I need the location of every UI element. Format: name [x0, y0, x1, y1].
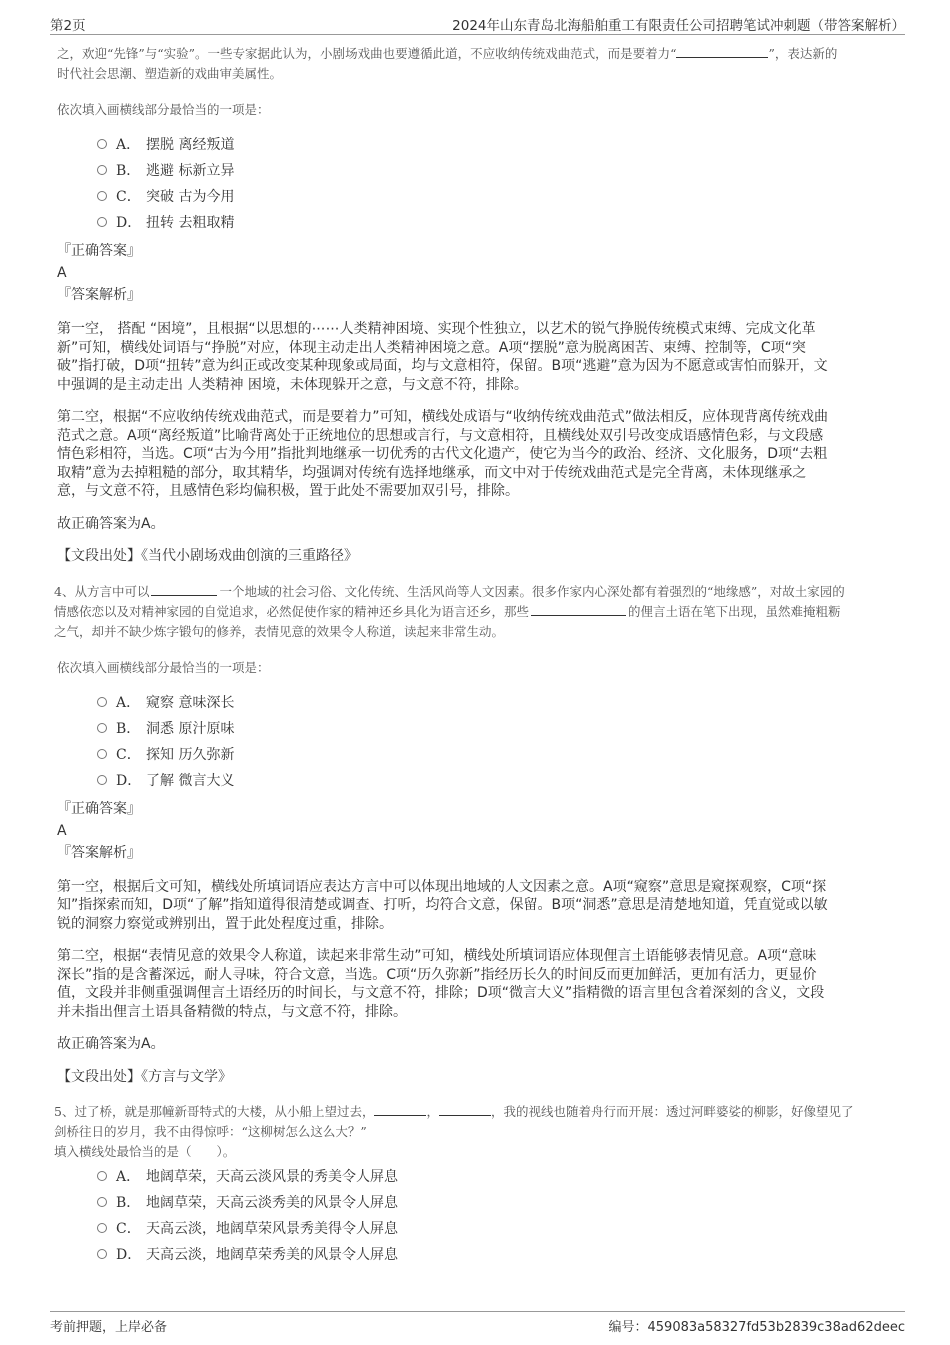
page-footer [50, 1311, 905, 1336]
q5-options [97, 1164, 895, 1268]
q3-answer-label: 『正确答案』 [57, 243, 141, 259]
q4-option-d[interactable]: D． 了解 微言大义 [97, 768, 895, 794]
q5-option-b[interactable]: B． 地阔草荣，天高云淡秀美的风景令人屏息 [97, 1190, 895, 1216]
radio-icon[interactable] [97, 749, 107, 759]
blank [439, 1103, 491, 1116]
page-header [50, 12, 905, 35]
q4-stem: 4、从方言中可以 一个地域的社会习俗、文化传统、生活风尚等人文因素。很多作家内心深处都有着强烈的“地缘感”，对故土家园的 情感依恋以及对精神家园的自觉追求，必然促使作家的精神还乡具化为语言还乡，那些 的俚言土语在笔下出现，虽然难掩粗粝 之气，却并不缺少炼字锻句的修养，表情见意的效果令人称道，读起来非常生动。 [54, 583, 845, 639]
q3-analysis-p1: 第一空， 搭配 “困境”，且根据“以思想的⋯⋯人类精神困境、实现个性独立，以艺术的锐气挣脱传统模式束缚、完成文化革 新”可知，横线处词语与“挣脱”对应，体现主动走出人类精神困境之意。A项“摆脱”意为脱离困苦、束缚、控制等，C项“突 破”指打破，D项“扭转”意为纠正或改变某种现象或局面，均与文意相符，保留。B项“逃避”意为因为不愿意或害怕而躲开，文 中强调的是主动走出 人类精神 困境，未体现躲开之意，与文意不符，排除。 [57, 321, 828, 393]
q3-analysis-label: 『答案解析』 [57, 287, 141, 303]
q4-option-c[interactable]: C． 探知 历久弥新 [97, 742, 895, 768]
q3-options [97, 132, 895, 236]
q3-option-b[interactable]: B． 逃避 标新立异 [97, 158, 895, 184]
blank [151, 583, 217, 596]
q5-option-a[interactable]: A． 地阔草荣，天高云淡风景的秀美令人屏息 [97, 1164, 895, 1190]
blank [676, 45, 768, 58]
q5-stem: 5、过了桥，就是那幢新哥特式的大楼，从小船上望过去， ， ，我的视线也随着舟行而开展：透过河畔婆娑的柳影，好像望见了 剑桥往日的岁月，我不由得惊呼：“这柳树怎么这么大？” 填入横线处最恰当的是（ ）。 [54, 1102, 895, 1162]
q4-answer: A [57, 822, 67, 839]
q3-stem-line2: 时代社会思潮、塑造新的戏曲审美属性。 [57, 66, 283, 81]
q5-option-d[interactable]: D． 天高云淡，地阔草荣秀美的风景令人屏息 [97, 1242, 895, 1268]
radio-icon[interactable] [97, 217, 107, 227]
q4-option-b[interactable]: B． 洞悉 原汁原味 [97, 716, 895, 742]
radio-icon[interactable] [97, 1171, 107, 1181]
radio-icon[interactable] [97, 191, 107, 201]
blank [531, 603, 626, 616]
q3-instruction: 依次填入画横线部分最恰当的一项是： [57, 102, 270, 117]
q3-option-a[interactable]: A． 摆脱 离经叛道 [97, 132, 895, 158]
q4-analysis-label: 『答案解析』 [57, 844, 141, 861]
document-id: 编号：459083a58327fd53b2839c38ad62deec [608, 1320, 905, 1335]
radio-icon[interactable] [97, 1223, 107, 1233]
q4-source: 【文段出处】《方言与文学》 [57, 1068, 232, 1085]
q5-instruction: 填入横线处最恰当的是（ ）。 [54, 1144, 236, 1159]
q4-options [97, 690, 895, 794]
q4-option-a[interactable]: A． 窥察 意味深长 [97, 690, 895, 716]
q4-analysis-p1: 第一空，根据后文可知，横线处所填词语应表达方言中可以体现出地域的人文因素之意。A项“窥察”意思是窥探观察，C项“探 知”指探索而知，D项“了解”指知道得很清楚或调查、打听，均符合文意，保留。B项“洞悉”意思是清楚地知道，凭直觉或以敏 锐的洞察力察觉或辨别出，置于此处程度过重，排除。 [57, 878, 828, 932]
q3-option-d[interactable]: D． 扭转 去粗取精 [97, 210, 895, 236]
q3-analysis-p2: 第二空，根据“不应收纳传统戏曲范式，而是要着力”可知，横线处成语与“收纳传统戏曲范式”做法相反，应体现背离传统戏曲 范式之意。A项“离经叛道”比喻背离处于正统地位的思想或言行，与文意相符，且横线处双引号改变成语感情色彩，与文段感 情色彩相符，当选。C项“古为今用”指批判地继承一切优秀的古代文化遗产，使它为当今的政治、经济、文化服务，D项“去粗 取精”意为去掉粗糙的部分，取其精华，均强调对传统有选择地继承，而文中对于传统戏曲范式是完全背离，未体现继承之 意，与文意不符，且感情色彩均偏积极，置于此处不需要加双引号，排除。 [57, 409, 829, 499]
q4-answer-label: 『正确答案』 [57, 800, 141, 817]
q3-source: 【文段出处】《当代小剧场戏曲创演的三重路径》 [57, 548, 358, 564]
q3-option-c[interactable]: C． 突破 古为今用 [97, 184, 895, 210]
q5-option-c[interactable]: C． 天高云淡，地阔草荣风景秀美得令人屏息 [97, 1216, 895, 1242]
document-body [54, 44, 895, 1268]
q3-stem [57, 44, 895, 84]
radio-icon[interactable] [97, 775, 107, 785]
page-number: 第2页 [50, 18, 86, 34]
q3-answer: A [57, 265, 67, 281]
footer-slogan: 考前押题，上岸必备 [50, 1320, 168, 1335]
radio-icon[interactable] [97, 139, 107, 149]
radio-icon[interactable] [97, 723, 107, 733]
radio-icon[interactable] [97, 697, 107, 707]
radio-icon[interactable] [97, 1249, 107, 1259]
q4-conclusion: 故正确答案为A。 [57, 1036, 165, 1052]
q4-instruction: 依次填入画横线部分最恰当的一项是： [57, 659, 270, 675]
blank [374, 1103, 426, 1116]
document-title: 2024年山东青岛北海船舶重工有限责任公司招聘笔试冲刺题（带答案解析） [452, 18, 905, 34]
q3-conclusion: 故正确答案为A。 [57, 515, 165, 532]
radio-icon[interactable] [97, 165, 107, 175]
q3-stem-line1b: ”，表达新的 [768, 46, 838, 61]
q3-stem-line1a: 之，欢迎“先锋”与“实验”。一些专家据此认为，小剧场戏曲也要遵循此道，不应收纳传统戏曲范式，而是要着力“ [57, 46, 677, 61]
q4-analysis-p2: 第二空，根据“表情见意的效果令人称道，读起来非常生动”可知，横线处所填词语应体现俚言土语能够表情见意。A项“意味 深长”指的是含蓄深远，耐人寻味，符合文意，当选。C项“历久弥新”指经历长久的时间反而更加鲜活，更加有活力，更显价 值，文段并非侧重强调俚言土语经历的时间长，与文意不符，排除；D项“微言大义”指精微的语言里包含着深刻的含义，文段 并未指出俚言土语具备精微的特点，与文意不符，排除。 [57, 948, 825, 1020]
radio-icon[interactable] [97, 1197, 107, 1207]
